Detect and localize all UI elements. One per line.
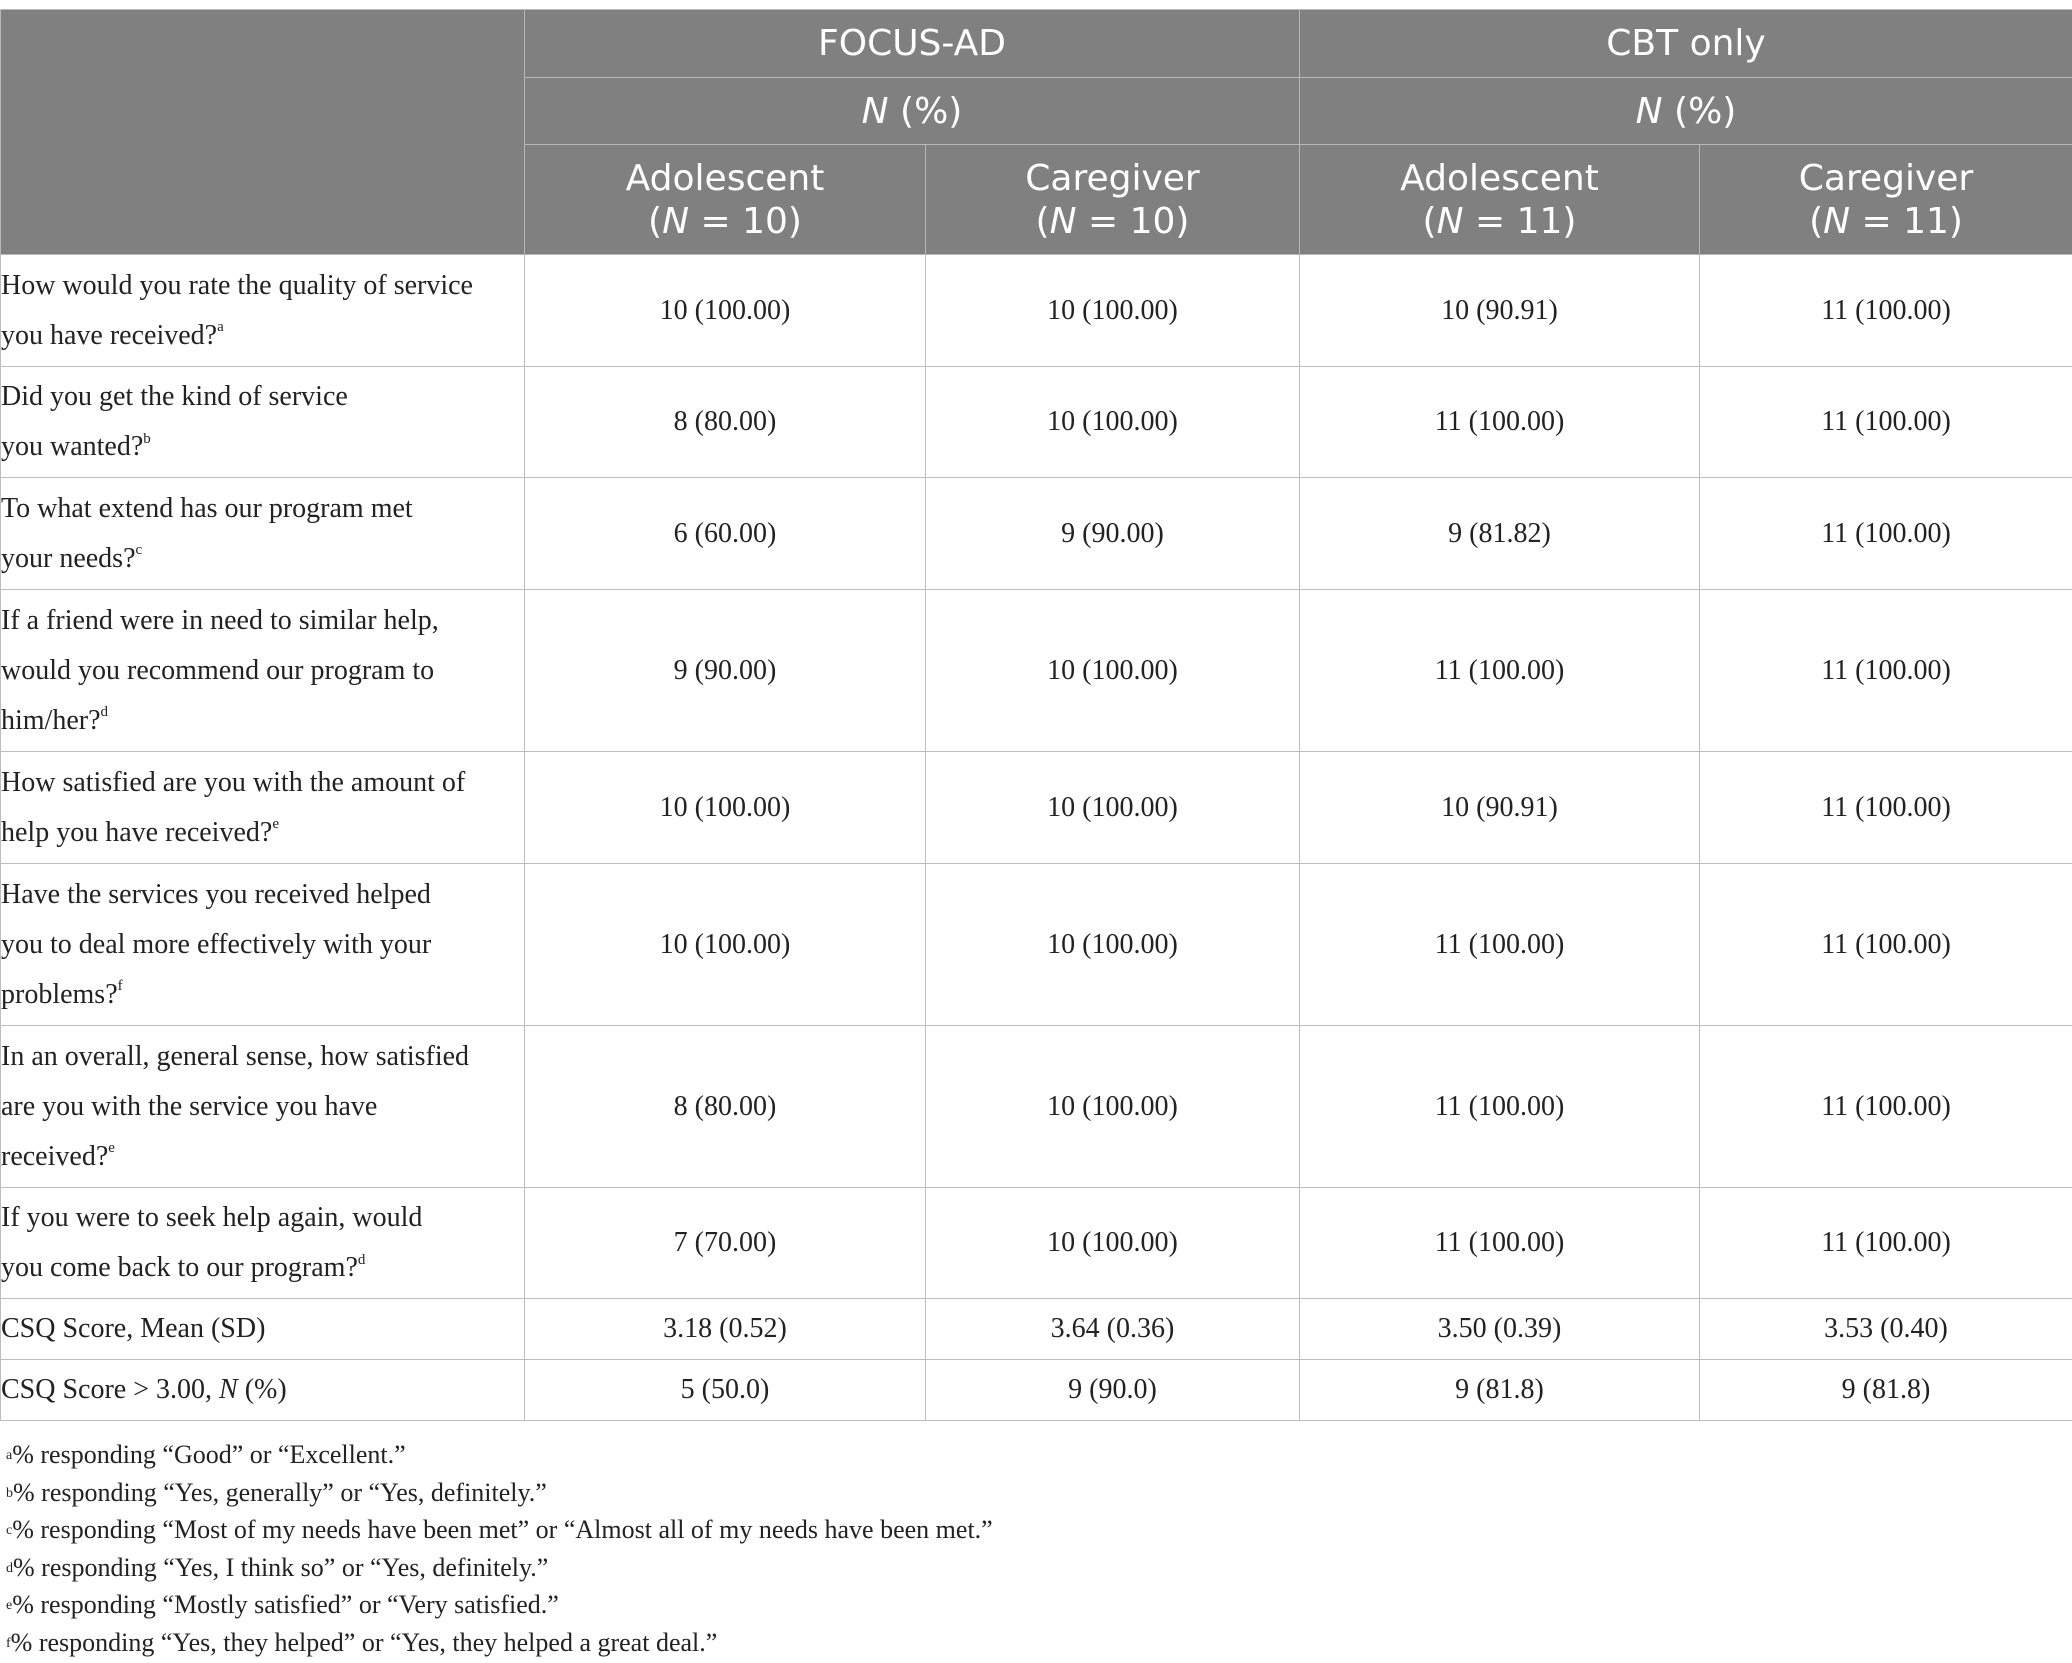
value-cell: 11 (100.00) [1700,864,2072,1026]
footnote: $^f$% responding “Yes, they helped” or “Yes, they helped a great deal.” [6,1627,718,1657]
value-cell: 9 (81.82) [1300,478,1700,590]
row-label: CSQ Score, Mean (SD) [1,1299,525,1360]
value-cell: 11 (100.00) [1300,864,1700,1026]
footnote: $^a$% responding “Good” or “Excellent.” [6,1440,406,1469]
value-cell: 3.50 (0.39) [1300,1299,1700,1360]
value-cell: 10 (100.00) [926,864,1300,1026]
table-row [1,1188,2072,1299]
value-cell: 6 (60.00) [525,478,926,590]
table-row [1,864,2072,1026]
value-cell: 11 (100.00) [1700,1188,2072,1299]
subheader-n-percent: N (%) [525,78,1300,145]
value-cell: 11 (100.00) [1700,478,2072,590]
footnote: $^b$% responding “Yes, generally” or “Yes, definitely.” [6,1477,547,1507]
value-cell: 11 (100.00) [1300,367,1700,478]
value-cell: 11 (100.00) [1300,590,1700,752]
value-cell: 10 (100.00) [525,255,926,367]
value-cell: 11 (100.00) [1700,367,2072,478]
question-cell: Have the services you received helped you to deal more effectively with your problems?$^f$ [1,864,525,1026]
table-row [1,478,2072,590]
value-cell: 7 (70.00) [525,1188,926,1299]
header-blank-cell [1,10,525,255]
question-cell: If a friend were in need to similar help, would you recommend our program to him/her?$^d$ [1,590,525,752]
value-cell: 9 (81.8) [1300,1360,1700,1421]
question-cell: How satisfied are you with the amount of help you have received?$^e$ [1,752,525,864]
value-cell: 10 (100.00) [926,1188,1300,1299]
value-cell: 5 (50.0) [525,1360,926,1421]
question-cell: To what extend has our program met your needs?$^c$ [1,478,525,590]
value-cell: 11 (100.00) [1300,1026,1700,1188]
value-cell: 10 (90.91) [1300,752,1700,864]
value-cell: 10 (100.00) [926,1026,1300,1188]
group-header-focus-ad: FOCUS-AD [525,10,1300,78]
footnote: $^e$% responding “Mostly satisfied” or “Very satisfied.” [6,1590,559,1619]
value-cell: 11 (100.00) [1300,1188,1700,1299]
value-cell: 3.64 (0.36) [926,1299,1300,1360]
question-cell: In an overall, general sense, how satisfied are you with the service you have received?$^e$ [1,1026,525,1188]
table-row [1,752,2072,864]
column-header: Caregiver (N = 11) [1700,145,2072,255]
table-row [1,590,2072,752]
column-header: Adolescent (N = 11) [1300,145,1700,255]
value-cell: 10 (100.00) [926,590,1300,752]
summary-row-above-threshold [1,1360,2072,1421]
footnote: $^c$% responding “Most of my needs have been met” or “Almost all of my needs have been met.” [6,1515,993,1544]
value-cell: 9 (90.00) [926,478,1300,590]
group-header-cbt-only: CBT only [1300,10,2072,78]
row-label: CSQ Score > 3.00, N (%) [1,1360,525,1421]
value-cell: 10 (100.00) [525,864,926,1026]
value-cell: 10 (100.00) [926,752,1300,864]
summary-row-mean [1,1299,2072,1360]
footnote: $^d$% responding “Yes, I think so” or “Yes, definitely.” [6,1552,549,1582]
value-cell: 11 (100.00) [1700,752,2072,864]
value-cell: 10 (90.91) [1300,255,1700,367]
value-cell: 9 (90.00) [525,590,926,752]
value-cell: 10 (100.00) [926,367,1300,478]
value-cell: 11 (100.00) [1700,255,2072,367]
table-row [1,1026,2072,1188]
value-cell: 11 (100.00) [1700,1026,2072,1188]
satisfaction-table [0,9,2072,1421]
value-cell: 10 (100.00) [926,255,1300,367]
column-header: Caregiver (N = 10) [926,145,1300,255]
value-cell: 11 (100.00) [1700,590,2072,752]
value-cell: 8 (80.00) [525,1026,926,1188]
value-cell: 9 (90.0) [926,1360,1300,1421]
question-cell: How would you rate the quality of service you have received?$^a$ [1,255,525,367]
value-cell: 3.18 (0.52) [525,1299,926,1360]
value-cell: 3.53 (0.40) [1700,1299,2072,1360]
question-cell: If you were to seek help again, would you come back to our program?$^d$ [1,1188,525,1299]
subheader-n-percent: N (%) [1300,78,2072,145]
question-cell: Did you get the kind of service you wanted?$^b$ [1,367,525,478]
table-row [1,367,2072,478]
value-cell: 8 (80.00) [525,367,926,478]
table-footnotes [6,1436,993,1661]
table-row [1,255,2072,367]
column-header: Adolescent (N = 10) [525,145,926,255]
value-cell: 9 (81.8) [1700,1360,2072,1421]
value-cell: 10 (100.00) [525,752,926,864]
